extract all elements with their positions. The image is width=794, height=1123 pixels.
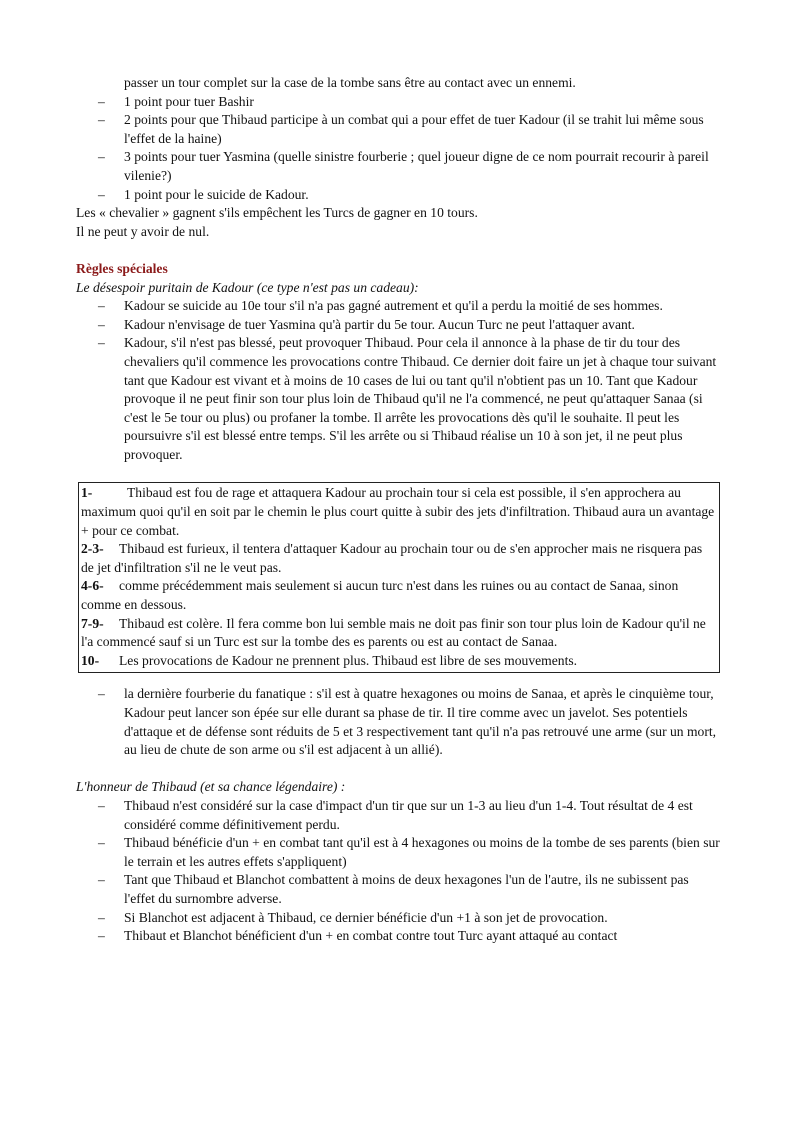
dash-bullet-icon: –	[98, 298, 105, 314]
roll-result: Thibaud est fou de rage et attaquera Kadour au prochain tour si cela est possible, il s'en approchera au maximum quoi qu'il en soit par le chemin le plus court quitte à subir des jets d'infiltration. Thibaud aura un avantage + pour ce combat.	[81, 485, 715, 538]
roll-result: comme précédemment mais seulement si aucun turc n'est dans les ruines ou au contact de Sanaa, sinon comme en dessous.	[81, 578, 679, 613]
section-heading: Règles spéciales	[76, 260, 168, 276]
dash-bullet-icon: –	[98, 686, 105, 702]
list-item-text: Kadour, s'il n'est pas blessé, peut provoquer Thibaud. Pour cela il annonce à la phase de tir du tour des chevaliers qu'il commence les provocations contre Thibaud. Ce dernier doit faire un jet à chaque tour suivant tant que Kadour est vivant et à moins de 10 cases de lui ou tant qu'il n'obtient pas un 10. Tant que Kadour provoque il ne peut finir son tour plus loin de Thibaud qu'il ne l'a commencé, ne peut qu'attaquer Sanaa (si c'est le 5e tour ou plus) ou profaner la tombe. Il arrête les provocations dès qu'il le souhaite. Il peut les poursuivre s'il est blessé entre temps. S'il les arrête ou si Thibaud réalise un 10 à son jet, il ne peut plus provoquer.	[124, 335, 717, 462]
roll-result: Thibaud est colère. Il fera comme bon lui semble mais ne doit pas finir son tour plus loin de Kadour qu'il ne l'a commencé sauf si un Turc est sur la tombe des es parents ou est au contact de Sanaa.	[81, 615, 706, 650]
list-item	[76, 316, 722, 335]
list-item	[76, 93, 722, 112]
dash-bullet-icon: –	[98, 186, 105, 202]
list-item-text: 2 points pour que Thibaud participe à un combat qui a pour effet de tuer Kadour (il se trahit lui même sous l'effet de la haine)	[124, 112, 704, 146]
list-item	[76, 834, 722, 871]
roll-value: 1-	[81, 485, 93, 501]
table-row	[81, 652, 716, 671]
roll-value: 7-9-	[81, 615, 104, 631]
victory-points-list	[76, 74, 722, 204]
list-item	[76, 297, 722, 316]
list-item	[76, 685, 722, 759]
victory-condition-paragraph: Les « chevalier » gagnent s'ils empêchent les Turcs de gagner en 10 tours.	[76, 205, 478, 221]
roll-result: Les provocations de Kadour ne prennent plus. Thibaud est libre de ses mouvements.	[119, 652, 578, 668]
list-item-text: 1 point pour tuer Bashir	[124, 93, 254, 109]
list-item-text: Kadour se suicide au 10e tour s'il n'a pas gagné autrement et qu'il a perdu la moitié de ses hommes.	[124, 298, 663, 314]
list-item-text: Tant que Thibaud et Blanchot combattent à moins de deux hexagones l'un de l'autre, ils ne subissent pas l'effet du surnombre adverse.	[124, 872, 689, 906]
list-item	[76, 186, 722, 205]
dash-bullet-icon: –	[98, 316, 105, 332]
dash-bullet-icon: –	[98, 93, 105, 109]
list-item-text: 3 points pour tuer Yasmina (quelle sinistre fourberie ; quel joueur digne de ce nom pourrait recourir à pareil vilenie?)	[124, 149, 709, 183]
fanatic-rule-list	[76, 685, 722, 759]
table-row	[81, 615, 716, 652]
subheading-kadour: Le désespoir puritain de Kadour (ce type n'est pas un cadeau):	[76, 279, 419, 295]
subheading-thibaud: L'honneur de Thibaud (et sa chance légendaire) :	[76, 779, 346, 795]
provocation-table	[78, 482, 720, 673]
list-item-text: Thibaut et Blanchot bénéficient d'un + en combat contre tout Turc ayant attaqué au contact	[124, 928, 618, 944]
list-item	[76, 74, 722, 93]
table-row	[81, 484, 716, 540]
dash-bullet-icon: –	[98, 909, 105, 925]
list-item-text: 1 point pour le suicide de Kadour.	[124, 186, 309, 202]
list-item	[76, 909, 722, 928]
dash-bullet-icon: –	[98, 797, 105, 813]
roll-result: Thibaud est furieux, il tentera d'attaquer Kadour au prochain tour ou de s'en approcher mais ne risquera pas de jet d'infiltration s'il ne le veut pas.	[81, 541, 703, 575]
dash-bullet-icon: –	[98, 335, 105, 351]
roll-value: 2-3-	[81, 541, 104, 557]
list-item	[76, 148, 722, 185]
list-item-text: passer un tour complet sur la case de la tombe sans être au contact avec un ennemi.	[124, 75, 576, 90]
table-row	[81, 577, 716, 614]
list-item-text: Thibaud bénéficie d'un + en combat tant qu'il est à 4 hexagones ou moins de la tombe de ses parents (bien sur le terrain et les autres effets s'appliquent)	[124, 835, 720, 869]
dash-bullet-icon: –	[98, 928, 105, 944]
dash-bullet-icon: –	[98, 149, 105, 165]
dash-bullet-icon: –	[98, 835, 105, 851]
list-item-text: Si Blanchot est adjacent à Thibaud, ce dernier bénéficie d'un +1 à son jet de provocation.	[124, 909, 608, 925]
kadour-rules-list	[76, 297, 722, 464]
table-row	[81, 540, 716, 577]
list-item	[76, 927, 722, 946]
list-item	[76, 797, 722, 834]
list-item	[76, 111, 722, 148]
list-item	[76, 334, 722, 464]
list-item-text: Kadour n'envisage de tuer Yasmina qu'à partir du 5e tour. Aucun Turc ne peut l'attaquer avant.	[124, 316, 635, 332]
list-item	[76, 871, 722, 908]
list-item-text: Thibaud n'est considéré sur la case d'impact d'un tir que sur un 1-3 au lieu d'un 1-4. Tout résultat de 4 est considéré comme définitivement perdu.	[124, 797, 693, 832]
roll-value: 4-6-	[81, 578, 104, 594]
thibaud-rules-list	[76, 797, 722, 946]
document-page	[76, 74, 722, 946]
dash-bullet-icon: –	[98, 872, 105, 888]
list-item-text: la dernière fourberie du fanatique : s'il est à quatre hexagones ou moins de Sanaa, et après le cinquième tour, Kadour peut lancer son épée sur elle durant sa phase de tir. Il tire comme avec un javelot. Ses potentiels d'attaque et de défense sont réduits de 5 et 3 respectivement tant qu'il n'a pas retrouvé une arme (sur un mort, au lieu de chute de son arme ou s'il est adjacent à un allié).	[124, 686, 717, 758]
dash-bullet-icon: –	[98, 112, 105, 128]
no-draw-paragraph: Il ne peut y avoir de nul.	[76, 223, 210, 239]
roll-value: 10-	[81, 652, 100, 668]
